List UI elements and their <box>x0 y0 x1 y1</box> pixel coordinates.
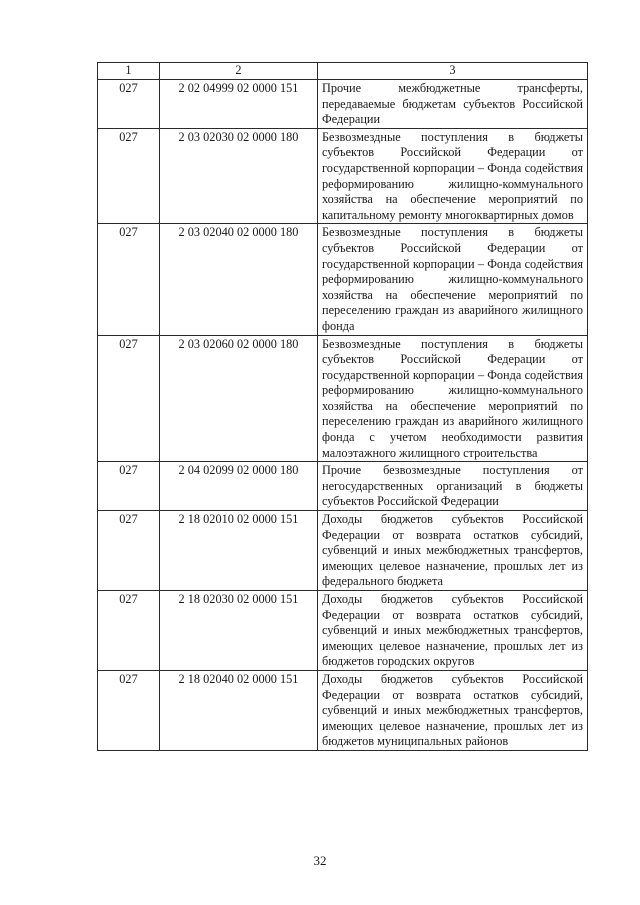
revenue-name-cell: Безвозмездные поступления в бюджеты субъектов Российской Федерации от государственной корпорации – Фонда содействия реформированию жилищно-коммунального хозяйства на обеспечение мероприятий по переселению граждан из аварийного жилищного фонда <box>318 224 588 335</box>
table-header-row <box>98 63 588 80</box>
admin-code-cell: 027 <box>98 462 160 511</box>
table-row <box>98 462 588 511</box>
revenue-codes-table <box>97 62 588 751</box>
table-row <box>98 224 588 335</box>
revenue-name-cell: Доходы бюджетов субъектов Российской Федерации от возврата остатков субсидий, субвенций и иных межбюджетных трансфертов, имеющих целевое назначение, прошлых лет из бюджетов муниципальных районов <box>318 670 588 750</box>
column-header-3: 3 <box>318 63 588 80</box>
revenue-code-cell: 2 03 02030 02 0000 180 <box>160 128 318 224</box>
revenue-code-cell: 2 18 02030 02 0000 151 <box>160 591 318 671</box>
revenue-name-cell: Доходы бюджетов субъектов Российской Федерации от возврата остатков субсидий, субвенций и иных межбюджетных трансфертов, имеющих целевое назначение, прошлых лет из федерального бюджета <box>318 511 588 591</box>
revenue-code-cell: 2 03 02040 02 0000 180 <box>160 224 318 335</box>
admin-code-cell: 027 <box>98 224 160 335</box>
admin-code-cell: 027 <box>98 80 160 129</box>
revenue-name-cell: Доходы бюджетов субъектов Российской Федерации от возврата остатков субсидий, субвенций и иных межбюджетных трансфертов, имеющих целевое назначение, прошлых лет из бюджетов городских округов <box>318 591 588 671</box>
admin-code-cell: 027 <box>98 670 160 750</box>
admin-code-cell: 027 <box>98 128 160 224</box>
revenue-code-cell: 2 18 02010 02 0000 151 <box>160 511 318 591</box>
column-header-1: 1 <box>98 63 160 80</box>
admin-code-cell: 027 <box>98 511 160 591</box>
revenue-name-cell: Прочие межбюджетные трансферты, передаваемые бюджетам субъектов Российской Федерации <box>318 80 588 129</box>
revenue-code-cell: 2 03 02060 02 0000 180 <box>160 335 318 462</box>
revenue-name-cell: Прочие безвозмездные поступления от негосударственных организаций в бюджеты субъектов Российской Федерации <box>318 462 588 511</box>
table-row <box>98 128 588 224</box>
revenue-code-cell: 2 02 04999 02 0000 151 <box>160 80 318 129</box>
table-row <box>98 511 588 591</box>
table-row <box>98 80 588 129</box>
revenue-name-cell: Безвозмездные поступления в бюджеты субъектов Российской Федерации от государственной корпорации – Фонда содействия реформированию жилищно-коммунального хозяйства на обеспечение мероприятий по капитальному ремонту многоквартирных домов <box>318 128 588 224</box>
revenue-name-cell: Безвозмездные поступления в бюджеты субъектов Российской Федерации от государственной корпорации – Фонда содействия реформированию жилищно-коммунального хозяйства на обеспечение мероприятий по переселению граждан из аварийного жилищного фонда с учетом необходимости развития малоэтажного жилищного строительства <box>318 335 588 462</box>
table-row <box>98 335 588 462</box>
revenue-code-cell: 2 04 02099 02 0000 180 <box>160 462 318 511</box>
page-number: 32 <box>313 853 327 868</box>
column-header-2: 2 <box>160 63 318 80</box>
admin-code-cell: 027 <box>98 591 160 671</box>
revenue-code-cell: 2 18 02040 02 0000 151 <box>160 670 318 750</box>
admin-code-cell: 027 <box>98 335 160 462</box>
table-row <box>98 591 588 671</box>
table-row <box>98 670 588 750</box>
